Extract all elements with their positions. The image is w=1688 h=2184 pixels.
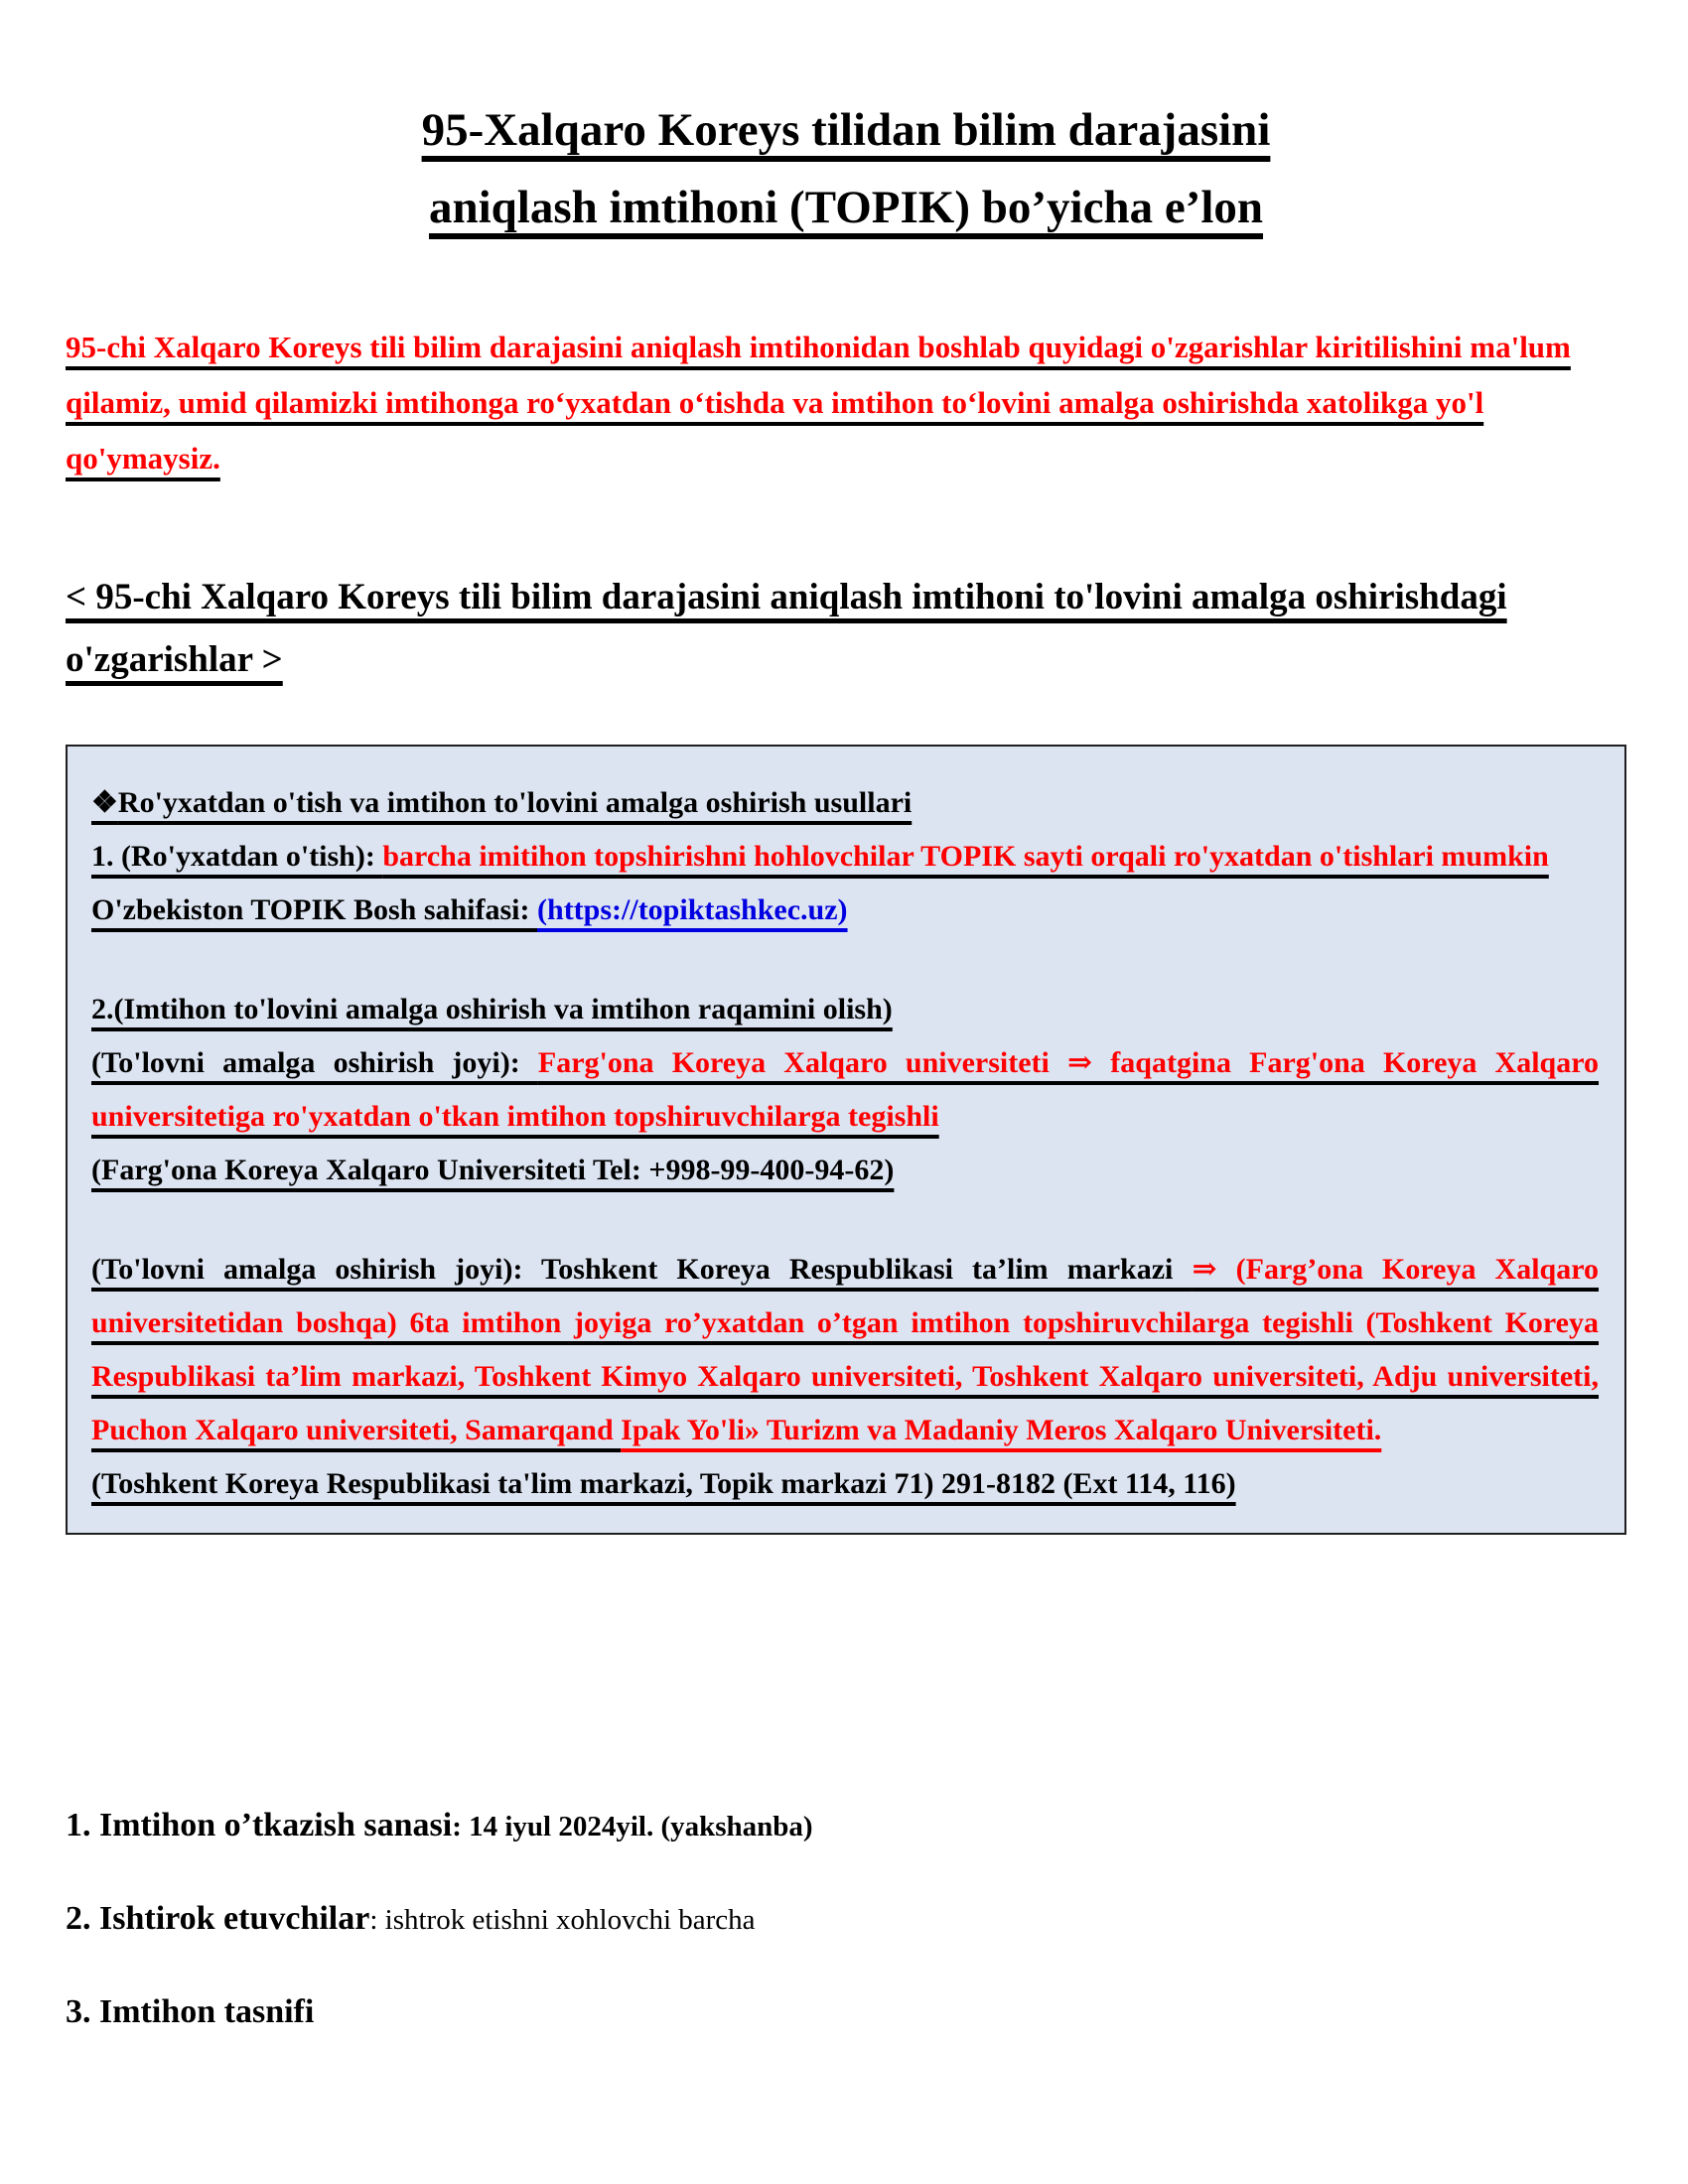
exam-date-value: : 14 iyul 2024yil. (yakshanba) <box>452 1811 813 1843</box>
exam-details-list <box>66 1805 1626 2039</box>
intro-paragraph <box>66 320 1595 486</box>
registration-text: barcha imitihon topshirishni hohlovchilar TOPIK sayti orqali ro'yxatdan o'tishlari mumkin <box>382 840 1549 873</box>
exam-classification-label: 3. Imtihon tasnifi <box>66 1993 315 2030</box>
exam-date-label: 1. Imtihon o’tkazish sanasi <box>66 1807 453 1843</box>
diamond-bullet-icon: ❖ <box>91 786 118 819</box>
tashkent-label: (To'lovni amalga oshirish joyi): Toshkent Koreya Respublikasi ta’lim markazi <box>91 1253 1193 1286</box>
homepage-line <box>91 884 1599 937</box>
topik-site-link[interactable]: (https://topiktashkec.uz) <box>537 893 848 926</box>
methods-title: Ro'yxatdan o'tish va imtihon to'lovini amalga oshirish usullari <box>117 786 913 819</box>
fergana-tel-line <box>91 1144 1599 1197</box>
tashkent-payment-line <box>91 1243 1599 1457</box>
section-heading-text: < 95-chi Xalqaro Koreys tili bilim darajasini aniqlash imtihoni to'lovini amalga oshirishdagi o'zgarishlar > <box>66 577 1507 680</box>
participants-item <box>66 1898 1626 1946</box>
section-heading <box>66 566 1626 691</box>
tashkent-text-red-underline: Ipak Yo'li» Turizm va Madaniy Meros Xalqaro Universiteti. <box>621 1414 1382 1446</box>
registration-line <box>91 830 1599 884</box>
tashkent-contact-line <box>91 1457 1599 1511</box>
intro-text: 95-chi Xalqaro Koreys tili bilim darajasini aniqlash imtihonidan boshlab quyidagi o'zgarishlar kiritilishini ma'lum qilamiz, umid qilamizki imtihonga ro‘yxatdan o‘tishda va imtihon to‘lovini amalga oshirishda xatolikga yo'l qo'ymaysiz. <box>66 330 1571 476</box>
exam-date-item <box>66 1805 1626 1852</box>
exam-classification-item <box>66 1991 1626 2039</box>
page-title <box>66 91 1626 246</box>
fergana-text: Farg'ona Koreya Xalqaro universiteti ⇒ faqatgina Farg'ona Koreya Xalqaro universitetiga ro'yxatdan o'tkan imtihon topshiruvchilarga tegishli <box>91 1046 1599 1133</box>
payment-title: 2.(Imtihon to'lovini amalga oshirish va imtihon raqamini olish) <box>91 993 893 1025</box>
homepage-label: O'zbekiston TOPIK Bosh sahifasi: <box>91 893 538 926</box>
tashkent-text: ⇒ (Farg’ona Koreya Xalqaro universitetidan boshqa) 6ta imtihon joyiga ro’yxatdan o’tgan imtihon topshiruvchilarga tegishli (Toshkent Koreya Respublikasi ta’lim markazi, Toshkent Kimyo Xalqaro universiteti, Toshkent Xalqaro universiteti, Adju universiteti, Puchon Xalqaro universiteti, Samarqand <box>91 1253 1599 1446</box>
info-box <box>66 745 1626 1535</box>
title-line-2: aniqlash imtihoni (TOPIK) bo’yicha e’lon <box>428 182 1264 233</box>
tashkent-contact: (Toshkent Koreya Respublikasi ta'lim markazi, Topik markazi 71) 291-8182 (Ext 114, 116) <box>91 1467 1236 1500</box>
payment-title-line <box>91 983 1599 1036</box>
fergana-tel: (Farg'ona Koreya Xalqaro Universiteti Tel: +998-99-400-94-62) <box>91 1154 895 1186</box>
participants-label: 2. Ishtirok etuvchilar <box>66 1900 370 1937</box>
participants-value: : ishtrok etishni xohlovchi barcha <box>369 1904 756 1936</box>
fergana-payment-line <box>91 1036 1599 1144</box>
title-line-1: 95-Xalqaro Koreys tilidan bilim darajasini <box>421 104 1271 156</box>
fergana-label: (To'lovni amalga oshirish joyi): <box>91 1046 538 1079</box>
registration-label: 1. (Ro'yxatdan o'tish): <box>91 840 383 873</box>
methods-title-line <box>91 776 1599 830</box>
